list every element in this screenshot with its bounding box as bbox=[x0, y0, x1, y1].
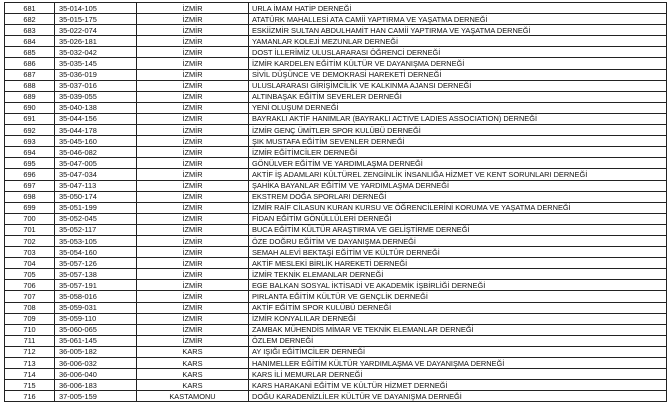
registry-code-cell: 35-022-074 bbox=[55, 25, 137, 36]
registry-code-cell: 35-057-126 bbox=[55, 258, 137, 269]
city-cell: İZMİR bbox=[137, 191, 249, 202]
registry-code-cell: 35-052-117 bbox=[55, 224, 137, 235]
city-cell: İZMİR bbox=[137, 69, 249, 80]
association-name-cell: ÖZE DOĞRU EĞİTİM VE DAYANIŞMA DERNEĞİ bbox=[249, 235, 667, 246]
association-name-cell: GÖNÜLVER EĞİTİM VE YARDIMLAŞMA DERNEĞİ bbox=[249, 158, 667, 169]
registry-code-cell: 35-014-105 bbox=[55, 3, 137, 14]
registry-code-cell: 35-054-160 bbox=[55, 247, 137, 258]
registry-code-cell: 35-047-034 bbox=[55, 169, 137, 180]
row-number-cell: 690 bbox=[5, 102, 55, 113]
table-row bbox=[5, 113, 667, 124]
table-row bbox=[5, 335, 667, 346]
registry-code-cell: 35-047-005 bbox=[55, 158, 137, 169]
row-number-cell: 708 bbox=[5, 302, 55, 313]
row-number-cell: 697 bbox=[5, 180, 55, 191]
row-number-cell: 683 bbox=[5, 25, 55, 36]
registry-code-cell: 35-060-065 bbox=[55, 324, 137, 335]
registry-code-cell: 35-037-016 bbox=[55, 80, 137, 91]
table-row bbox=[5, 3, 667, 14]
registry-code-cell: 35-045-160 bbox=[55, 136, 137, 147]
city-cell: İZMİR bbox=[137, 258, 249, 269]
city-cell: İZMİR bbox=[137, 269, 249, 280]
table-row bbox=[5, 235, 667, 246]
city-cell: İZMİR bbox=[137, 136, 249, 147]
city-cell: İZMİR bbox=[137, 169, 249, 180]
city-cell: İZMİR bbox=[137, 213, 249, 224]
row-number-cell: 698 bbox=[5, 191, 55, 202]
row-number-cell: 689 bbox=[5, 91, 55, 102]
registry-code-cell: 36-006-032 bbox=[55, 358, 137, 369]
row-number-cell: 688 bbox=[5, 80, 55, 91]
association-name-cell: PIRLANTA EĞİTİM KÜLTÜR VE GENÇLİK DERNEĞİ bbox=[249, 291, 667, 302]
city-cell: İZMİR bbox=[137, 235, 249, 246]
city-cell: İZMİR bbox=[137, 102, 249, 113]
row-number-cell: 693 bbox=[5, 136, 55, 147]
city-cell: İZMİR bbox=[137, 324, 249, 335]
association-name-cell: URLA İMAM HATİP DERNEĞİ bbox=[249, 3, 667, 14]
city-cell: İZMİR bbox=[137, 180, 249, 191]
registry-code-cell: 35-039-055 bbox=[55, 91, 137, 102]
city-cell: İZMİR bbox=[137, 302, 249, 313]
table-row bbox=[5, 80, 667, 91]
association-name-cell: YENİ OLUŞUM DERNEĞİ bbox=[249, 102, 667, 113]
city-cell: İZMİR bbox=[137, 147, 249, 158]
registry-code-cell: 36-006-183 bbox=[55, 380, 137, 391]
association-name-cell: ZAMBAK MÜHENDİS MİMAR VE TEKNİK ELEMANLAR DERNEĞİ bbox=[249, 324, 667, 335]
city-cell: İZMİR bbox=[137, 80, 249, 91]
row-number-cell: 707 bbox=[5, 291, 55, 302]
city-cell: KASTAMONU bbox=[137, 391, 249, 402]
table-row bbox=[5, 58, 667, 69]
row-number-cell: 703 bbox=[5, 247, 55, 258]
registry-code-cell: 35-035-145 bbox=[55, 58, 137, 69]
registry-code-cell: 35-059-031 bbox=[55, 302, 137, 313]
row-number-cell: 710 bbox=[5, 324, 55, 335]
association-name-cell: AKTİF İŞ ADAMLARI KÜLTÜREL ZENGİNLİK İNSANLIĞA HİZMET VE KENT SORUNLARI DERNEĞİ bbox=[249, 169, 667, 180]
row-number-cell: 700 bbox=[5, 213, 55, 224]
association-name-cell: İZMİR EĞİTİMCİLER DERNEĞİ bbox=[249, 147, 667, 158]
city-cell: KARS bbox=[137, 380, 249, 391]
association-name-cell: ATATÜRK MAHALLESİ ATA CAMİİ YAPTIRMA VE YAŞATMA DERNEĞİ bbox=[249, 14, 667, 25]
city-cell: İZMİR bbox=[137, 91, 249, 102]
association-name-cell: KARS HARAKANİ EĞİTİM VE KÜLTÜR HİZMET DERNEĞİ bbox=[249, 380, 667, 391]
association-table bbox=[4, 2, 667, 402]
association-name-cell: İZMİR KONYALILAR DERNEĞİ bbox=[249, 313, 667, 324]
city-cell: İZMİR bbox=[137, 202, 249, 213]
association-name-cell: ŞAHİKA BAYANLAR EĞİTİM VE YARDIMLAŞMA DERNEĞİ bbox=[249, 180, 667, 191]
table-row bbox=[5, 69, 667, 80]
registry-code-cell: 35-047-113 bbox=[55, 180, 137, 191]
row-number-cell: 696 bbox=[5, 169, 55, 180]
table-row bbox=[5, 14, 667, 25]
association-name-cell: İZMİR TEKNİK ELEMANLAR DERNEĞİ bbox=[249, 269, 667, 280]
row-number-cell: 699 bbox=[5, 202, 55, 213]
row-number-cell: 709 bbox=[5, 313, 55, 324]
row-number-cell: 692 bbox=[5, 125, 55, 136]
association-name-cell: AKTİF EĞİTİM SPOR KULÜBÜ DERNEĞİ bbox=[249, 302, 667, 313]
city-cell: İZMİR bbox=[137, 313, 249, 324]
registry-code-cell: 35-046-082 bbox=[55, 147, 137, 158]
registry-code-cell: 35-050-174 bbox=[55, 191, 137, 202]
row-number-cell: 687 bbox=[5, 69, 55, 80]
row-number-cell: 712 bbox=[5, 346, 55, 357]
registry-code-cell: 35-044-156 bbox=[55, 113, 137, 124]
row-number-cell: 702 bbox=[5, 235, 55, 246]
row-number-cell: 701 bbox=[5, 224, 55, 235]
association-name-cell: SİVİL DÜŞÜNCE VE DEMOKRASİ HAREKETİ DERNEĞİ bbox=[249, 69, 667, 80]
table-row bbox=[5, 25, 667, 36]
city-cell: KARS bbox=[137, 358, 249, 369]
table-row bbox=[5, 102, 667, 113]
association-name-cell: İZMİR RAİF CİLASUN KURAN KURSU VE ÖĞRENCİLERİNİ KORUMA VE YAŞATMA DERNEĞİ bbox=[249, 202, 667, 213]
registry-code-cell: 35-026-181 bbox=[55, 36, 137, 47]
row-number-cell: 711 bbox=[5, 335, 55, 346]
city-cell: İZMİR bbox=[137, 58, 249, 69]
city-cell: İZMİR bbox=[137, 224, 249, 235]
city-cell: İZMİR bbox=[137, 335, 249, 346]
registry-code-cell: 35-057-191 bbox=[55, 280, 137, 291]
table-row bbox=[5, 202, 667, 213]
city-cell: KARS bbox=[137, 369, 249, 380]
association-name-cell: YAMANLAR KOLEJİ MEZUNLAR DERNEĞİ bbox=[249, 36, 667, 47]
table-row bbox=[5, 346, 667, 357]
registry-code-cell: 35-036-019 bbox=[55, 69, 137, 80]
association-name-cell: ULUSLARARASI GİRİŞİMCİLİK VE KALKINMA AJANSI DERNEĞİ bbox=[249, 80, 667, 91]
city-cell: İZMİR bbox=[137, 247, 249, 258]
registry-code-cell: 35-015-175 bbox=[55, 14, 137, 25]
association-name-cell: DOĞU KARADENİZLİLER KÜLTÜR VE DAYANIŞMA DERNEĞİ bbox=[249, 391, 667, 402]
registry-code-cell: 35-061-145 bbox=[55, 335, 137, 346]
row-number-cell: 714 bbox=[5, 369, 55, 380]
registry-code-cell: 36-005-182 bbox=[55, 346, 137, 357]
registry-code-cell: 35-059-110 bbox=[55, 313, 137, 324]
table-row bbox=[5, 380, 667, 391]
table-row bbox=[5, 247, 667, 258]
association-name-cell: ŞIK MUSTAFA EĞİTİM SEVENLER DERNEĞİ bbox=[249, 136, 667, 147]
table-row bbox=[5, 358, 667, 369]
registry-code-cell: 35-044-178 bbox=[55, 125, 137, 136]
city-cell: İZMİR bbox=[137, 113, 249, 124]
row-number-cell: 716 bbox=[5, 391, 55, 402]
city-cell: İZMİR bbox=[137, 36, 249, 47]
document-page bbox=[4, 2, 666, 408]
city-cell: İZMİR bbox=[137, 3, 249, 14]
row-number-cell: 715 bbox=[5, 380, 55, 391]
table-row bbox=[5, 258, 667, 269]
city-cell: İZMİR bbox=[137, 125, 249, 136]
row-number-cell: 694 bbox=[5, 147, 55, 158]
row-number-cell: 704 bbox=[5, 258, 55, 269]
table-row bbox=[5, 291, 667, 302]
table-row bbox=[5, 213, 667, 224]
registry-code-cell: 35-057-138 bbox=[55, 269, 137, 280]
table-row bbox=[5, 158, 667, 169]
table-row bbox=[5, 147, 667, 158]
table-row bbox=[5, 280, 667, 291]
table-row bbox=[5, 91, 667, 102]
table-row bbox=[5, 125, 667, 136]
association-name-cell: İZMİR KARDELEN EĞİTİM KÜLTÜR VE DAYANIŞMA DERNEĞİ bbox=[249, 58, 667, 69]
association-name-cell: EGE BALKAN SOSYAL İKTİSADİ VE AKADEMİK İŞBİRLİĞİ DERNEĞİ bbox=[249, 280, 667, 291]
registry-code-cell: 35-053-105 bbox=[55, 235, 137, 246]
association-name-cell: HANIMELLER EĞİTİM KÜLTÜR YARDIMLAŞMA VE DAYANIŞMA DERNEĞİ bbox=[249, 358, 667, 369]
row-number-cell: 685 bbox=[5, 47, 55, 58]
city-cell: İZMİR bbox=[137, 47, 249, 58]
table-row bbox=[5, 391, 667, 402]
table-body bbox=[5, 3, 667, 402]
table-row bbox=[5, 224, 667, 235]
association-name-cell: ALTINBAŞAK EĞİTİM SEVERLER DERNEĞİ bbox=[249, 91, 667, 102]
table-row bbox=[5, 269, 667, 280]
registry-code-cell: 35-051-199 bbox=[55, 202, 137, 213]
city-cell: İZMİR bbox=[137, 291, 249, 302]
city-cell: İZMİR bbox=[137, 25, 249, 36]
row-number-cell: 681 bbox=[5, 3, 55, 14]
table-row bbox=[5, 302, 667, 313]
table-row bbox=[5, 136, 667, 147]
association-name-cell: AY IŞIĞI EĞİTİMCİLER DERNEĞİ bbox=[249, 346, 667, 357]
row-number-cell: 682 bbox=[5, 14, 55, 25]
association-name-cell: ESKİİZMİR SULTAN ABDULHAMİT HAN CAMİİ YAPTIRMA VE YAŞATMA DERNEĞİ bbox=[249, 25, 667, 36]
association-name-cell: FİDAN EĞİTİM GÖNÜLLÜLERİ DERNEĞİ bbox=[249, 213, 667, 224]
association-name-cell: BAYRAKLI AKTİF HANIMLAR (BAYRAKLI ACTIVE LADIES ASSOCIATION) DERNEĞİ bbox=[249, 113, 667, 124]
association-name-cell: SEMAH ALEVİ BEKTAŞİ EĞİTİM VE KÜLTÜR DERNEĞİ bbox=[249, 247, 667, 258]
association-name-cell: ÖZLEM DERNEĞİ bbox=[249, 335, 667, 346]
table-row bbox=[5, 169, 667, 180]
registry-code-cell: 35-032-042 bbox=[55, 47, 137, 58]
table-row bbox=[5, 324, 667, 335]
registry-code-cell: 35-058-016 bbox=[55, 291, 137, 302]
registry-code-cell: 37-005-159 bbox=[55, 391, 137, 402]
city-cell: İZMİR bbox=[137, 158, 249, 169]
row-number-cell: 705 bbox=[5, 269, 55, 280]
registry-code-cell: 36-006-040 bbox=[55, 369, 137, 380]
city-cell: İZMİR bbox=[137, 14, 249, 25]
association-name-cell: BUCA EĞİTİM KÜLTÜR ARAŞTIRMA VE GELİŞTİRME DERNEĞİ bbox=[249, 224, 667, 235]
row-number-cell: 706 bbox=[5, 280, 55, 291]
association-name-cell: KARS İLİ MEMURLAR DERNEĞİ bbox=[249, 369, 667, 380]
table-row bbox=[5, 180, 667, 191]
table-row bbox=[5, 369, 667, 380]
row-number-cell: 695 bbox=[5, 158, 55, 169]
table-row bbox=[5, 47, 667, 58]
row-number-cell: 713 bbox=[5, 358, 55, 369]
association-name-cell: AKTİF MESLEKİ BİRLİK HAREKETİ DERNEĞİ bbox=[249, 258, 667, 269]
association-name-cell: EKSTREM DOĞA SPORLARI DERNEĞİ bbox=[249, 191, 667, 202]
city-cell: KARS bbox=[137, 346, 249, 357]
row-number-cell: 684 bbox=[5, 36, 55, 47]
registry-code-cell: 35-040-138 bbox=[55, 102, 137, 113]
table-row bbox=[5, 191, 667, 202]
association-name-cell: İZMİR GENÇ ÜMİTLER SPOR KULÜBÜ DERNEĞİ bbox=[249, 125, 667, 136]
row-number-cell: 686 bbox=[5, 58, 55, 69]
registry-code-cell: 35-052-045 bbox=[55, 213, 137, 224]
row-number-cell: 691 bbox=[5, 113, 55, 124]
association-name-cell: DOST İLLERİMİZ ULUSLARARASI ÖĞRENCİ DERNEĞİ bbox=[249, 47, 667, 58]
city-cell: İZMİR bbox=[137, 280, 249, 291]
table-row bbox=[5, 313, 667, 324]
table-row bbox=[5, 36, 667, 47]
